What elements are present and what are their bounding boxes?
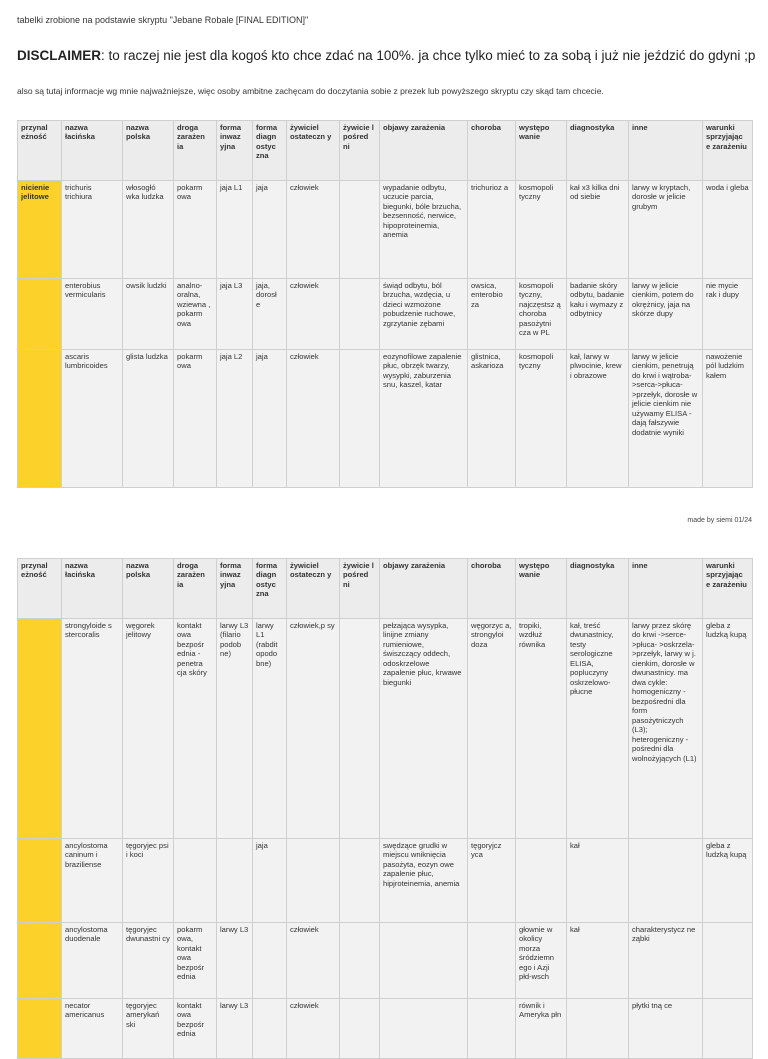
table-cell: kosmopoli tyczny, najczęstsz ą choroba pasożytni cza w PL [516, 279, 567, 350]
table-cell: glista ludzka [123, 350, 174, 488]
table-cell [380, 923, 468, 999]
table-cell [340, 350, 380, 488]
column-header: forma diagn ostyc zna [253, 559, 287, 619]
group-cell [18, 923, 62, 999]
table-cell: eozynofilowe zapalenie płuc, obrzęk twarzy, wysypki, zaburzenia snu, kaszel, katar [380, 350, 468, 488]
table-cell [516, 839, 567, 923]
table-cell: kał, treść dwunastnicy, testy serologiczne ELISA, popluczyny oskrzelowo- płucne [567, 619, 629, 839]
table-cell: kał [567, 923, 629, 999]
table-cell: jaja [253, 350, 287, 488]
table-cell: człowiek [287, 279, 340, 350]
parasite-table-1 [17, 120, 753, 488]
table-cell: równik i Ameryka płn [516, 999, 567, 1059]
table-cell [340, 839, 380, 923]
table-cell: kosmopoli tyczny [516, 350, 567, 488]
table-cell: tęgoryjec amerykań ski [123, 999, 174, 1059]
table-cell [380, 999, 468, 1059]
column-header: występo wanie [516, 559, 567, 619]
column-header: nazwa łacińska [62, 121, 123, 181]
table-cell [703, 923, 753, 999]
table-cell: gleba z ludzką kupą [703, 839, 753, 923]
table-cell: enterobius vermicularis [62, 279, 123, 350]
intro-text: tabelki zrobione na podstawie skryptu "Jebane Robale [FINAL EDITION]" [17, 15, 309, 25]
table-cell [253, 923, 287, 999]
table-cell: tęgoryjec dwunastni cy [123, 923, 174, 999]
note-text: also są tutaj informacje wg mnie najważniejsze, więc osoby ambitne zachęcam do doczytania sobie z prezek lub powyższego skryptu czy skąd tam chcecie. [17, 86, 604, 96]
column-header: żywiciel ostateczn y [287, 121, 340, 181]
table-cell: jaja, dorosł e [253, 279, 287, 350]
table-cell: tęgoryjec psi i koci [123, 839, 174, 923]
table-cell [468, 999, 516, 1059]
table-cell: owsik ludzki [123, 279, 174, 350]
table-cell: człowiek [287, 999, 340, 1059]
group-cell: nicienie jelitowe [18, 181, 62, 279]
table-cell: włosogłó wka ludzka [123, 181, 174, 279]
table-cell: tęgoryjcz yca [468, 839, 516, 923]
column-header: inne [629, 559, 703, 619]
column-header: objawy zarażenia [380, 121, 468, 181]
parasite-table-2 [17, 558, 753, 1059]
table-header-row [18, 559, 753, 619]
table-cell [629, 839, 703, 923]
table-cell [340, 923, 380, 999]
table-cell: strongyloide s stercoralis [62, 619, 123, 839]
column-header: nazwa polska [123, 121, 174, 181]
group-cell [18, 279, 62, 350]
table-cell: wypadanie odbytu, uczucie parcia, biegunki, bóle brzucha, bezsenność, nerwice, hipoproteinemia, anemia [380, 181, 468, 279]
column-header: inne [629, 121, 703, 181]
table-row [18, 619, 753, 839]
table-cell: larwy L3 [217, 999, 253, 1059]
table-row [18, 350, 753, 488]
table-cell [287, 839, 340, 923]
table-cell [253, 999, 287, 1059]
table-cell: człowiek [287, 181, 340, 279]
table-cell: głownie w okolicy morza śródziemn ego i Azji płd-wsch [516, 923, 567, 999]
table-cell: jaja L1 [217, 181, 253, 279]
column-header: nazwa łacińska [62, 559, 123, 619]
table-cell: larwy przez skórę do krwi ->serce- >płuca- >oskrzela- >przełyk, larwy w j. cienkim, dorosłe w dwunastnicy. ma dwa cykle: homogeniczny - bezpośredni dla form pasożytniczych (L3); heterogeniczny - pośredni dla wolnożyjących (L1) [629, 619, 703, 839]
table-cell: tropiki, wzdłuż równika [516, 619, 567, 839]
table-cell: larwy w jelicie cienkim, penetrują do krwi i wątroba->serca->płuca->przełyk, dorosłe w jelicie cienkim nie używamy ELISA - dają fałszywie dodatnie wyniki [629, 350, 703, 488]
table-cell [340, 999, 380, 1059]
table-cell [340, 181, 380, 279]
table-cell: owsica, enterobio za [468, 279, 516, 350]
column-header: droga zarażen ia [174, 121, 217, 181]
table-cell: larwy w kryptach, dorosłe w jelicie grubym [629, 181, 703, 279]
group-cell [18, 839, 62, 923]
table-row [18, 999, 753, 1059]
table-cell: pokarm owa [174, 181, 217, 279]
table-cell [340, 619, 380, 839]
table-cell: węgorzyc a, strongyloi doza [468, 619, 516, 839]
table-header-row [18, 121, 753, 181]
table-cell: larwy L3 [217, 923, 253, 999]
column-header: warunki sprzyjając e zarażeniu [703, 559, 753, 619]
table-cell: trichurioz a [468, 181, 516, 279]
table-cell [703, 999, 753, 1059]
column-header: warunki sprzyjając e zarażeniu [703, 121, 753, 181]
disclaimer-label: DISCLAIMER [17, 48, 101, 63]
made-by: made by siemi 01/24 [687, 517, 752, 524]
column-header: przynal eżność [18, 559, 62, 619]
column-header: choroba [468, 121, 516, 181]
column-header: forma diagn ostyc zna [253, 121, 287, 181]
group-cell [18, 619, 62, 839]
table-cell [340, 279, 380, 350]
table-cell: kontakt owa bezpośr ednia - penetra cja skóry [174, 619, 217, 839]
column-header: choroba [468, 559, 516, 619]
table-cell: ancylostoma duodenale [62, 923, 123, 999]
column-header: żywicie l pośred ni [340, 121, 380, 181]
table-cell: ascaris lumbricoides [62, 350, 123, 488]
disclaimer-text: : to raczej nie jest dla kogoś kto chce zdać na 100%. ja chce tylko mieć to za sobą i już nie jeździć do gdyni ;p [101, 48, 756, 63]
table-cell: człowiek,p sy [287, 619, 340, 839]
table-cell: larwy L1 (rabdit opodo bne) [253, 619, 287, 839]
group-cell [18, 350, 62, 488]
table-row [18, 923, 753, 999]
table-cell: świąd odbytu, ból brzucha, wzdęcia, u dzieci wzmożone pobudzenie ruchowe, zgrzytanie zębami [380, 279, 468, 350]
table-cell: jaja [253, 181, 287, 279]
table-row [18, 839, 753, 923]
table-cell: kał, larwy w plwocinie, krew i obrazowe [567, 350, 629, 488]
column-header: żywicie l pośred ni [340, 559, 380, 619]
column-header: forma inwaz yjna [217, 121, 253, 181]
table-cell: człowiek [287, 350, 340, 488]
column-header: diagnostyka [567, 121, 629, 181]
table-cell [217, 839, 253, 923]
table-cell: glistnica, askarioza [468, 350, 516, 488]
table-cell: jaja [253, 839, 287, 923]
column-header: diagnostyka [567, 559, 629, 619]
table-cell: kał x3 kilka dni od siebie [567, 181, 629, 279]
table-cell [174, 839, 217, 923]
column-header: przynal eżność [18, 121, 62, 181]
table-cell: kał [567, 839, 629, 923]
column-header: objawy zarażenia [380, 559, 468, 619]
table-row [18, 279, 753, 350]
table-cell: kosmopoli tyczny [516, 181, 567, 279]
table-cell: woda i gleba [703, 181, 753, 279]
table-cell: jaja L3 [217, 279, 253, 350]
table-cell: węgorek jelitowy [123, 619, 174, 839]
table-cell: pokarm owa, kontakt owa bezpośr ednia [174, 923, 217, 999]
table-cell [567, 999, 629, 1059]
table-cell: kontakt owa bezpośr ednia [174, 999, 217, 1059]
group-cell [18, 999, 62, 1059]
table-cell: nie mycie rak i dupy [703, 279, 753, 350]
table-cell: człowiek [287, 923, 340, 999]
table-cell: necator americanus [62, 999, 123, 1059]
table-cell: gleba z ludzką kupą [703, 619, 753, 839]
table-cell [468, 923, 516, 999]
table-cell: trichuris trichiura [62, 181, 123, 279]
column-header: droga zarażen ia [174, 559, 217, 619]
column-header: występo wanie [516, 121, 567, 181]
table-cell: charakterystycz ne ząbki [629, 923, 703, 999]
disclaimer [17, 48, 755, 63]
table-cell: larwy w jelicie cienkim, potem do okrężnicy, jaja na skórze dupy [629, 279, 703, 350]
table-cell: pełzająca wysypka, linijne zmiany rumieniowe, świszczący oddech, odoskrzelowe zapalenie płuc, krwawe biegunki [380, 619, 468, 839]
table-row [18, 181, 753, 279]
table-cell: swędzące grudki w miejscu wniknięcia pasożyta, eozyn owe zapalenie płuc, hipjroteinemia, anemia [380, 839, 468, 923]
column-header: forma inwaz yjna [217, 559, 253, 619]
column-header: nazwa polska [123, 559, 174, 619]
table-cell: jaja L2 [217, 350, 253, 488]
table-cell: ancylostoma caninum i braziliense [62, 839, 123, 923]
table-cell: larwy L3 (filario podob ne) [217, 619, 253, 839]
column-header: żywiciel ostateczn y [287, 559, 340, 619]
table-cell: badanie skóry odbytu, badanie kału i wymazy z odbytnicy [567, 279, 629, 350]
table-cell: analno- oralna, wziewna , pokarm owa [174, 279, 217, 350]
table-cell: nawożenie pól ludzkim kałem [703, 350, 753, 488]
table-cell: płytki tną ce [629, 999, 703, 1059]
table-cell: pokarm owa [174, 350, 217, 488]
